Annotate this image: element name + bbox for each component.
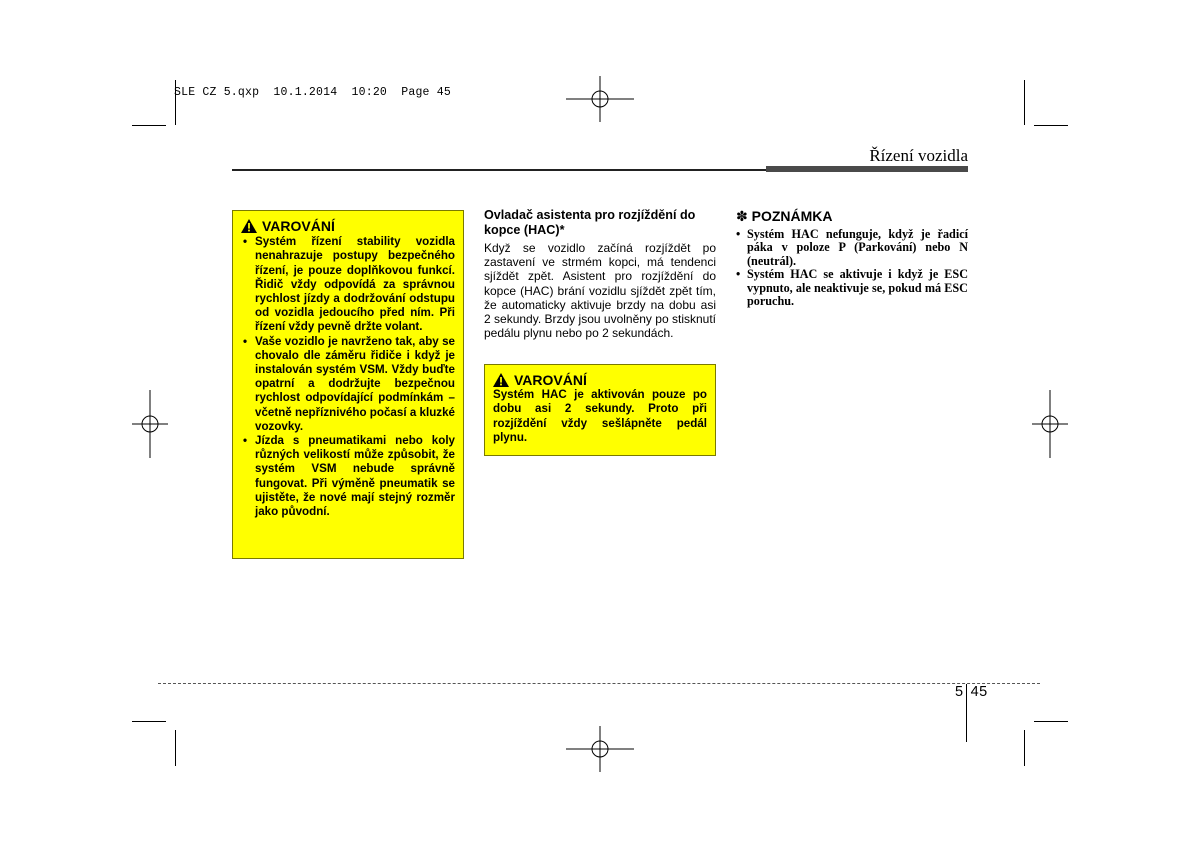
warning-title: VAROVÁNÍ — [262, 218, 335, 234]
page-number-separator — [966, 684, 967, 742]
registration-mark-icon — [566, 726, 634, 772]
note-title: ✽ POZNÁMKA — [736, 208, 833, 224]
crop-mark — [175, 730, 176, 766]
hac-heading: Ovladač asistenta pro rozjíždění do kopce (HAC)* — [484, 208, 696, 237]
warning-box-stability — [232, 210, 464, 559]
footer-rule — [158, 683, 1040, 684]
crop-mark — [1024, 80, 1025, 125]
warning-header — [493, 373, 707, 387]
warning-box-hac — [484, 364, 716, 456]
page-index: 45 — [970, 684, 988, 700]
print-slug: SLE CZ 5.qxp 10.1.2014 10:20 Page 45 — [174, 86, 451, 99]
section-title: Řízení vozidla — [869, 146, 968, 165]
note-list — [736, 228, 968, 308]
warning-triangle-icon — [241, 219, 257, 233]
warning-title: VAROVÁNÍ — [514, 372, 587, 388]
warning-triangle-icon — [493, 373, 509, 387]
registration-mark-icon — [132, 390, 168, 458]
note-item: • Systém HAC nefunguje, když je řadicí páka v poloze P (Parkování) nebo N (neutrál). — [736, 228, 968, 268]
crop-mark — [132, 125, 166, 126]
warning-header — [241, 219, 455, 233]
registration-mark-icon — [1032, 390, 1068, 458]
warning-text: Systém HAC je aktivován pouze po dobu asi 2 sekundy. Proto při rozjíždění vždy sešlápněte pedál plynu. — [493, 388, 707, 444]
chapter-number: 5 — [955, 684, 964, 700]
page-number — [955, 684, 988, 700]
crop-mark — [1034, 721, 1068, 722]
crop-mark — [1034, 125, 1068, 126]
warning-item: • Jízda s pneumatikami nebo koly různých velikostí může způsobit, že systém VSM nebude správně fungovat. Při výměně pneumatik se ujistěte, že nové mají stejný rozměr jako původní. — [241, 434, 455, 519]
warning-list — [241, 235, 455, 519]
warning-item: • Systém řízení stability vozidla nenahrazuje postupy bezpečného řízení, je pouze doplňkovou funkcí. Řidič vždy odpovídá za správnou rychlost jízdy a dodržování odstupu od vozidla jedoucího před ním. Při řízení vždy pevně držte volant. — [241, 235, 455, 334]
note-item: • Systém HAC se aktivuje i když je ESC vypnuto, ale neaktivuje se, pokud má ESC poruchu. — [736, 268, 968, 308]
registration-mark-icon — [566, 76, 634, 122]
header-rule — [232, 169, 766, 171]
warning-item: • Vaše vozidlo je navrženo tak, aby se chovalo dle záměru řidiče i když je instalován systém VSM. Vždy buďte opatrní a dodržujte bezpečnou rychlost odpovídající podmínkám – včetně nepříznivého počasí a kluzké vozovky. — [241, 335, 455, 434]
crop-mark — [132, 721, 166, 722]
crop-mark — [1024, 730, 1025, 766]
hac-paragraph: Když se vozidlo začíná rozjíždět po zastavení ve strmém kopci, má tendenci sjíždět zpět. Asistent pro rozjíždění do kopce (HAC) brání vozidlu sjíždět zpět tím, že automaticky aktivuje brzdy na dobu asi 2 sekundy. Brzdy jsou uvolněny po stisknutí pedálu plynu nebo po 2 sekundách. — [484, 241, 716, 341]
header-rule-accent — [766, 166, 968, 172]
